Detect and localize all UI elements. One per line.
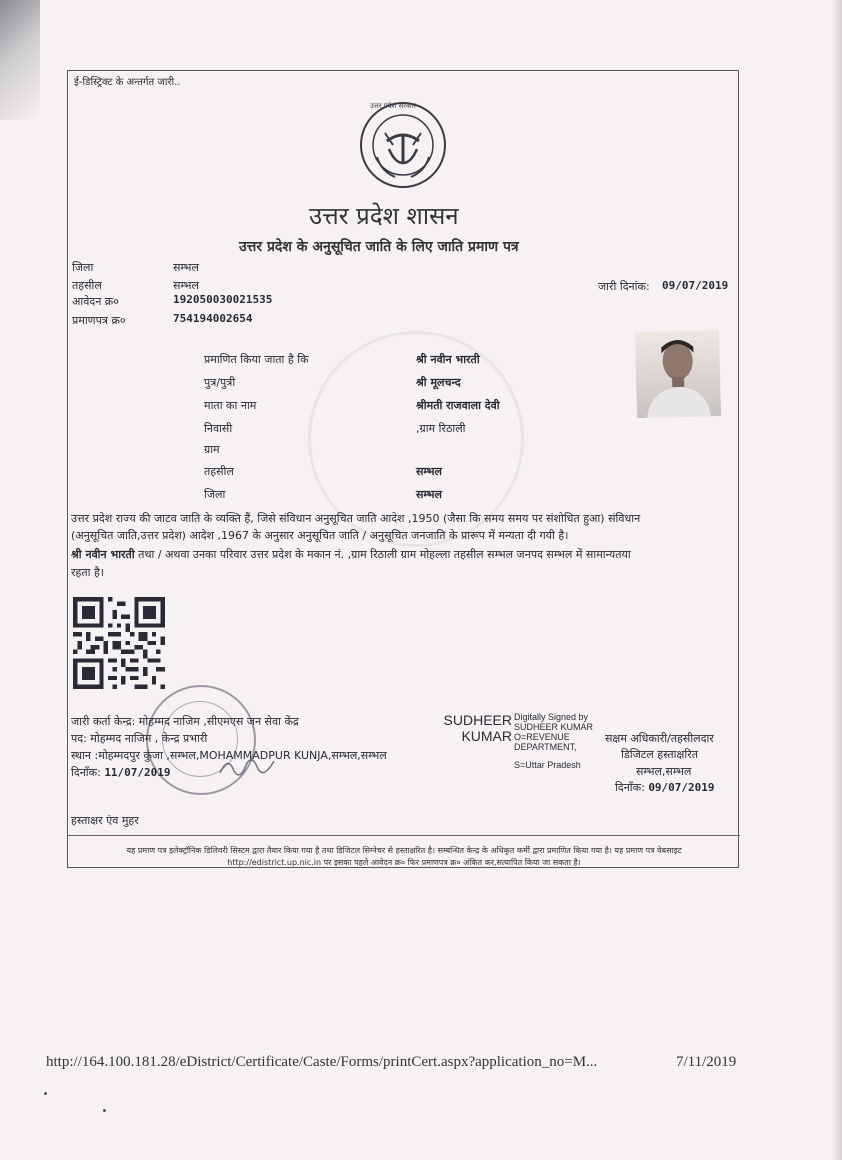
field-value-mother: श्रीमती राजवाला देवी (416, 399, 500, 412)
issue-date-value: 09/07/2019 (662, 279, 729, 292)
signature-detail-4: DEPARTMENT, (514, 742, 577, 752)
print-date: 7/11/2019 (676, 1054, 737, 1070)
qr-code (70, 597, 168, 689)
applicant-photo (635, 330, 721, 418)
issuer-place: स्थान :मोहम्मदपुर कुंजा ,सम्भल,MOHAMMADPUR KUNJA,सम्भल,सम्भल (71, 749, 387, 762)
field-label-tehsil: तहसील (204, 465, 234, 478)
emblem-text: उत्तर प्रदेश सरकार (370, 102, 417, 110)
footer-divider (68, 835, 740, 836)
meta-value-certificate: 754194002654 (173, 312, 253, 325)
authority-title: सक्षम अधिकारी/तहसीलदार (605, 732, 714, 745)
signer-name-line-2: KUMAR (461, 728, 512, 744)
body-line-3-rest: तथा / अथवा उनका परिवार उत्तर प्रदेश के मकान नं. ,ग्राम रिठाली ग्राम मोहल्ला तहसील सम्भल जनपद सम्भल में सामान्यतया (134, 548, 631, 561)
field-label-resident: निवासी (204, 422, 233, 435)
signature-detail-3: O=REVENUE (514, 732, 570, 742)
issuer-post: पद: मोहम्मद नाजिम , केन्द्र प्रभारी (71, 732, 208, 745)
footer-line-1: यह प्रमाण पत्र इलेक्ट्रॉनिक डिलिवरी सिस्टम द्वारा तैयार किया गया है तथा डिजिटल सिग्नेचर से हस्ताक्षरित है। सम्बन्धित केन्द्र के अधिकृत कर्मी द्वारा प्रमाणित किया गया है। यह प्रमाण पत्र वेबसाइट (126, 846, 682, 855)
issuer-date-value: 11/07/2019 (104, 766, 171, 779)
field-value-tehsil: सम्भल (416, 465, 442, 478)
page-title: उत्तर प्रदेश शासन (309, 202, 459, 230)
scan-edge (832, 0, 842, 1160)
scan-speck (103, 1109, 106, 1112)
signature-label: हस्ताक्षर एंव मुहर (71, 814, 139, 827)
issue-date-label: जारी दिनांक: (598, 280, 650, 293)
body-line-1: उत्तर प्रदेश राज्य की जाटव जाति के व्यक्ति हैं, जिसे संविधान अनुसूचित जाति आदेश ,1950 (जैसा कि समय समय पर संशोधित हुआ) संविधान (71, 512, 641, 525)
meta-label-tehsil: तहसील (72, 279, 102, 292)
signature-detail-2: SUDHEER KUMAR (514, 722, 594, 732)
field-label-village: ग्राम (204, 443, 220, 456)
field-value-resident: ,ग्राम रिठाली (416, 422, 466, 435)
meta-label-application: आवेदन क्र० (72, 295, 119, 308)
field-value-name: श्री नवीन भारती (416, 353, 480, 366)
meta-value-application: 192050030021535 (173, 293, 273, 306)
field-label-district: जिला (204, 488, 226, 501)
header-note: ई-डिस्ट्रिक्ट के अन्तर्गत जारी.. (74, 77, 181, 88)
signer-name-line-1: SUDHEER (443, 712, 512, 728)
signature-detail-1: Digitally Signed by (514, 712, 589, 722)
scan-shadow (0, 0, 40, 120)
authority-date-label: दिनाँक: (615, 781, 645, 794)
scan-speck (44, 1092, 47, 1095)
field-label-mother: माता का नाम (204, 399, 257, 412)
field-label-son-daughter: पुत्र/पुत्री (204, 376, 236, 389)
meta-label-district: जिला (72, 261, 94, 274)
authority-digital: डिजिटल हस्ताक्षरित (621, 748, 698, 761)
issuer-date-label: दिनाँक: (71, 766, 101, 779)
footer-line-2: http://edistrict.up.nic.in पर इसका पहले आवेदन क्र० फिर प्रमाणपत्र क्र० अंकित कर,सत्यापित किया जा सकता है। (227, 858, 581, 867)
body-line-3-name: श्री नवीन भारती (71, 548, 135, 561)
field-value-district: सम्भल (416, 488, 442, 501)
body-line-4: रहता है। (71, 566, 104, 579)
page-subtitle: उत्तर प्रदेश के अनुसूचित जाति के लिए जाति प्रमाण पत्र (239, 239, 519, 255)
certificate (67, 70, 739, 868)
meta-label-certificate: प्रमाणपत्र क्र० (72, 314, 126, 327)
signature-detail-5: S=Uttar Pradesh (514, 760, 581, 770)
emblem-icon (359, 101, 447, 189)
meta-value-tehsil: सम्भल (173, 279, 199, 292)
field-label-certified: प्रमाणित किया जाता है कि (204, 353, 309, 366)
issuer-centre: जारी कर्ता केन्द्र: मोहम्मद नाजिम ,सीएमएस जन सेवा केंद्र (71, 715, 299, 728)
field-value-father: श्री मूलचन्द (416, 376, 461, 389)
meta-value-district: सम्भल (173, 261, 199, 274)
authority-date-value: 09/07/2019 (648, 781, 715, 794)
body-line-2: (अनुसूचित जाति,उत्तर प्रदेश) आदेश ,1967 के अनुसार अनुसूचित जाति / अनुसूचित जनजाति के प्रारूप में मन्यता दी गयी है। (71, 529, 569, 542)
print-url: http://164.100.181.28/eDistrict/Certificate/Caste/Forms/printCert.aspx?application_no=M... (46, 1054, 598, 1070)
authority-location: सम्भल,सम्भल (636, 765, 692, 778)
